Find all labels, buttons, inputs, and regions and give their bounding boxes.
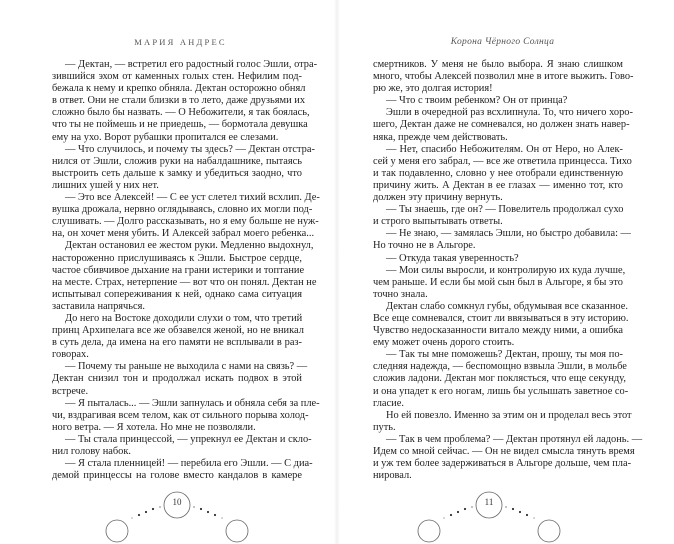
text-line: ему на ухо. Ворот рубашки пропитался ее слезами. — [52, 131, 279, 143]
ornament-dot — [444, 518, 445, 519]
text-line: много, чтобы Алексей позволил мне в итоге выжить. Гово- — [373, 71, 634, 83]
text-line: — Не знаю, — замялась Эшли, но быстро добавила: — — [386, 228, 631, 240]
text-line: — Почему ты раньше не выходила с нами на связь? — — [65, 361, 308, 373]
text-line: демой принцессы на голове вместо кандалов в камере — [52, 470, 302, 482]
text-line: испытывал сопереживания к ней, однако сама ситуация — [52, 288, 302, 300]
text-line: принц Архипелага все же обзавелся женой, но не вникал — [52, 325, 304, 337]
ornament-circle — [226, 520, 248, 542]
text-line: что ты не поймешь и не приедешь, — бормотала девушка — [52, 119, 308, 131]
left-page-text — [52, 59, 320, 482]
ornament-dot — [159, 506, 160, 507]
ornament-circle — [106, 520, 128, 542]
text-line: — Ты знаешь, где он? — Повелитель продолжал сухо — [386, 204, 624, 216]
text-line: — Откуда такая уверенность? — [386, 252, 519, 264]
text-line: и она упадет к его ногам, лишь бы услышать заветное со- — [373, 385, 629, 397]
text-line: в суть дела, да имена на его памяти не всплывали в раз- — [52, 337, 302, 349]
text-line: — Что случилось, и почему ты здесь? — Дектан отстра- — [65, 143, 315, 155]
text-line: точно знала. — [373, 288, 428, 300]
page-number: 11 — [484, 497, 494, 507]
ornament-dot — [471, 506, 472, 507]
ornament-dot — [207, 511, 209, 513]
text-line: — Так ты мне поможешь? Дектан, прошу, ты моя по- — [386, 349, 623, 361]
ornament-dot — [505, 506, 506, 507]
ornament-dot — [512, 508, 514, 510]
ornament-dot — [464, 508, 466, 510]
text-line: — Дектан, — встретил его радостный голос Эшли, отра- — [65, 59, 318, 70]
text-line: в ответ. Они не стали близки в то лето, даже друзьями их — [52, 95, 306, 107]
ornament-dot — [519, 511, 521, 513]
ornament-dot — [145, 511, 147, 513]
page-number: 10 — [172, 497, 182, 507]
text-line: и так подавленно, словно у нее отобрали единственную — [373, 167, 623, 179]
text-line: смертников. У меня не было выбора. Я знаю слишком — [373, 59, 623, 70]
page-number-ornament — [337, 480, 674, 544]
text-line: ему может очень дорого стоить. — [373, 337, 515, 349]
text-line: няка, прежде чем действовать. — [373, 131, 508, 143]
text-line: Но точно не в Альгоре. — [373, 240, 476, 252]
text-line: — Я стала пленницей! — перебила его Эшли. — С диа- — [65, 458, 313, 470]
ornament-dot — [526, 514, 528, 516]
text-line: — Так в чем проблема? — Дектан протянул ей ладонь. — — [386, 433, 643, 445]
text-line: должен эту причину вернуть. — [373, 192, 503, 204]
text-line: — Ты стала принцессой, — упрекнул ее Дектан и скло- — [65, 433, 312, 445]
text-line: чем раньше. И если бы мой сын был в Альгоре, я бы это — [373, 276, 623, 288]
ornament-dot — [200, 508, 202, 510]
text-line: вушка дрожала, нервно оглядываясь, словно их могли под- — [52, 204, 313, 216]
text-line: и уж тем более задерживаться в Альгоре дольше, чем пла- — [373, 458, 632, 470]
text-line: частое сбивчивое дыхание на грани истерики и топтание — [52, 264, 305, 276]
text-line: встрече. — [52, 385, 89, 397]
text-line: нил голову набок. — [52, 446, 131, 457]
ornament-dot — [450, 514, 452, 516]
running-header-author: МАРИЯ АНДРЕС — [134, 37, 227, 47]
text-line: Дектан снизил тон и продолжал искать подвох в этой — [52, 373, 302, 385]
text-line: нился от Эшли, сложив руки на набалдашнике, пытаясь — [52, 155, 302, 167]
running-header-title: Корона Чёрного Солнца — [450, 37, 555, 47]
text-line: сложив ладони. Дектан мог поклясться, что еще секунду, — [373, 373, 626, 385]
text-line: следняя надежда, — беспомощно взвыла Эшли, в мольбе — [373, 361, 627, 373]
text-line: Дектан остановил ее жестом руки. Медленно выдохнул, — [65, 240, 314, 252]
right-page — [337, 0, 674, 544]
text-line: выстроить сеть дальше к замку и убедиться заодно, что — [52, 167, 302, 179]
text-line: заставила напрячься. — [52, 300, 145, 312]
text-line: нировал. — [373, 470, 412, 482]
circle-ornament-icon — [337, 480, 674, 544]
ornament-dot — [222, 518, 223, 519]
ornament-dot — [193, 506, 194, 507]
text-line: на, он хочет меня убить. И Алексей забрал моего ребенка... — [52, 228, 315, 240]
text-line: Чувство недосказанности витало между ними, а ошибка — [373, 325, 623, 337]
text-line: — Нет, спасибо Небожителям. Он от Неро, но Алек- — [386, 143, 623, 155]
text-line: шего, Дектан даже не сомневался, но должен знать навер- — [373, 119, 630, 131]
ornament-dot — [152, 508, 154, 510]
text-line: Эшли в очередной раз всхлипнула. То, что ничего хоро- — [386, 107, 633, 119]
text-line: настороженно прислушиваясь к Эшли. Быстрое сердце, — [52, 252, 302, 264]
ornament-circle — [418, 520, 440, 542]
text-line: сложно было бы назвать. — О Небожители, я так боялась, — [52, 107, 310, 119]
ornament-dot — [214, 514, 216, 516]
text-line: Все еще сомневался, стоит ли ввязываться в эту историю. — [373, 312, 629, 324]
ornament-dot — [138, 514, 140, 516]
text-line: и строго выпытывать ответы. — [373, 216, 503, 228]
text-line: бежала к нему и крепко обняла. Дектан осторожно обнял — [52, 83, 306, 95]
text-line: слушивать. — Долго рассказывать, но я ему больше не нуж- — [52, 216, 319, 228]
right-page-text — [373, 59, 643, 482]
text-line: — Я пыталась... — Эшли запнулась и обняла себя за пле- — [65, 397, 320, 409]
text-line: рю же, это долгая история! — [373, 83, 493, 95]
ornament-dot — [132, 518, 133, 519]
ornament-circle — [538, 520, 560, 542]
text-line: — Мои силы выросли, и контролирую их куда лучше, — [386, 264, 626, 276]
text-line: зившийся эхом от каменных голых стен. Нефилим под- — [52, 71, 302, 83]
text-line: чи, вздрагивая всем телом, как от сильного порыва холод- — [52, 409, 309, 421]
text-line: ного ветра. — Я хотела. Но мне не позволяли. — [52, 421, 256, 433]
text-line: говорах. — [52, 349, 89, 361]
text-line: — Что с твоим ребенком? Он от принца? — [386, 95, 568, 107]
text-line: путь. — [373, 421, 396, 433]
text-line: причину жить. А Дектан в ее глазах — именно тот, кто — [373, 179, 623, 191]
text-line: До него на Востоке доходили слухи о том, что третий — [65, 312, 303, 324]
text-line: лишних ушей у них нет. — [52, 179, 159, 191]
text-line: гласие. — [373, 397, 404, 409]
text-line: на месте. Страх, нетерпение — вот что он понял. Дектан не — [52, 276, 317, 288]
text-line: Но ей повезло. Именно за этим он и проделал весь этот — [386, 409, 632, 421]
page-number-ornament — [0, 480, 337, 544]
text-line: Дектан слабо сомкнул губы, обдумывая все сказанное. — [386, 300, 628, 312]
text-line: сей у меня его забрал, — все же ответила принцесса. Тихо — [373, 155, 632, 167]
text-line: — Это все Алексей! — С ее уст слетел тихий всхлип. Де- — [65, 192, 320, 204]
ornament-dot — [457, 511, 459, 513]
ornament-dot — [534, 518, 535, 519]
circle-ornament-icon — [0, 480, 337, 544]
text-line: Идем со мной сейчас. — Он не видел смысла тянуть время — [373, 446, 635, 457]
